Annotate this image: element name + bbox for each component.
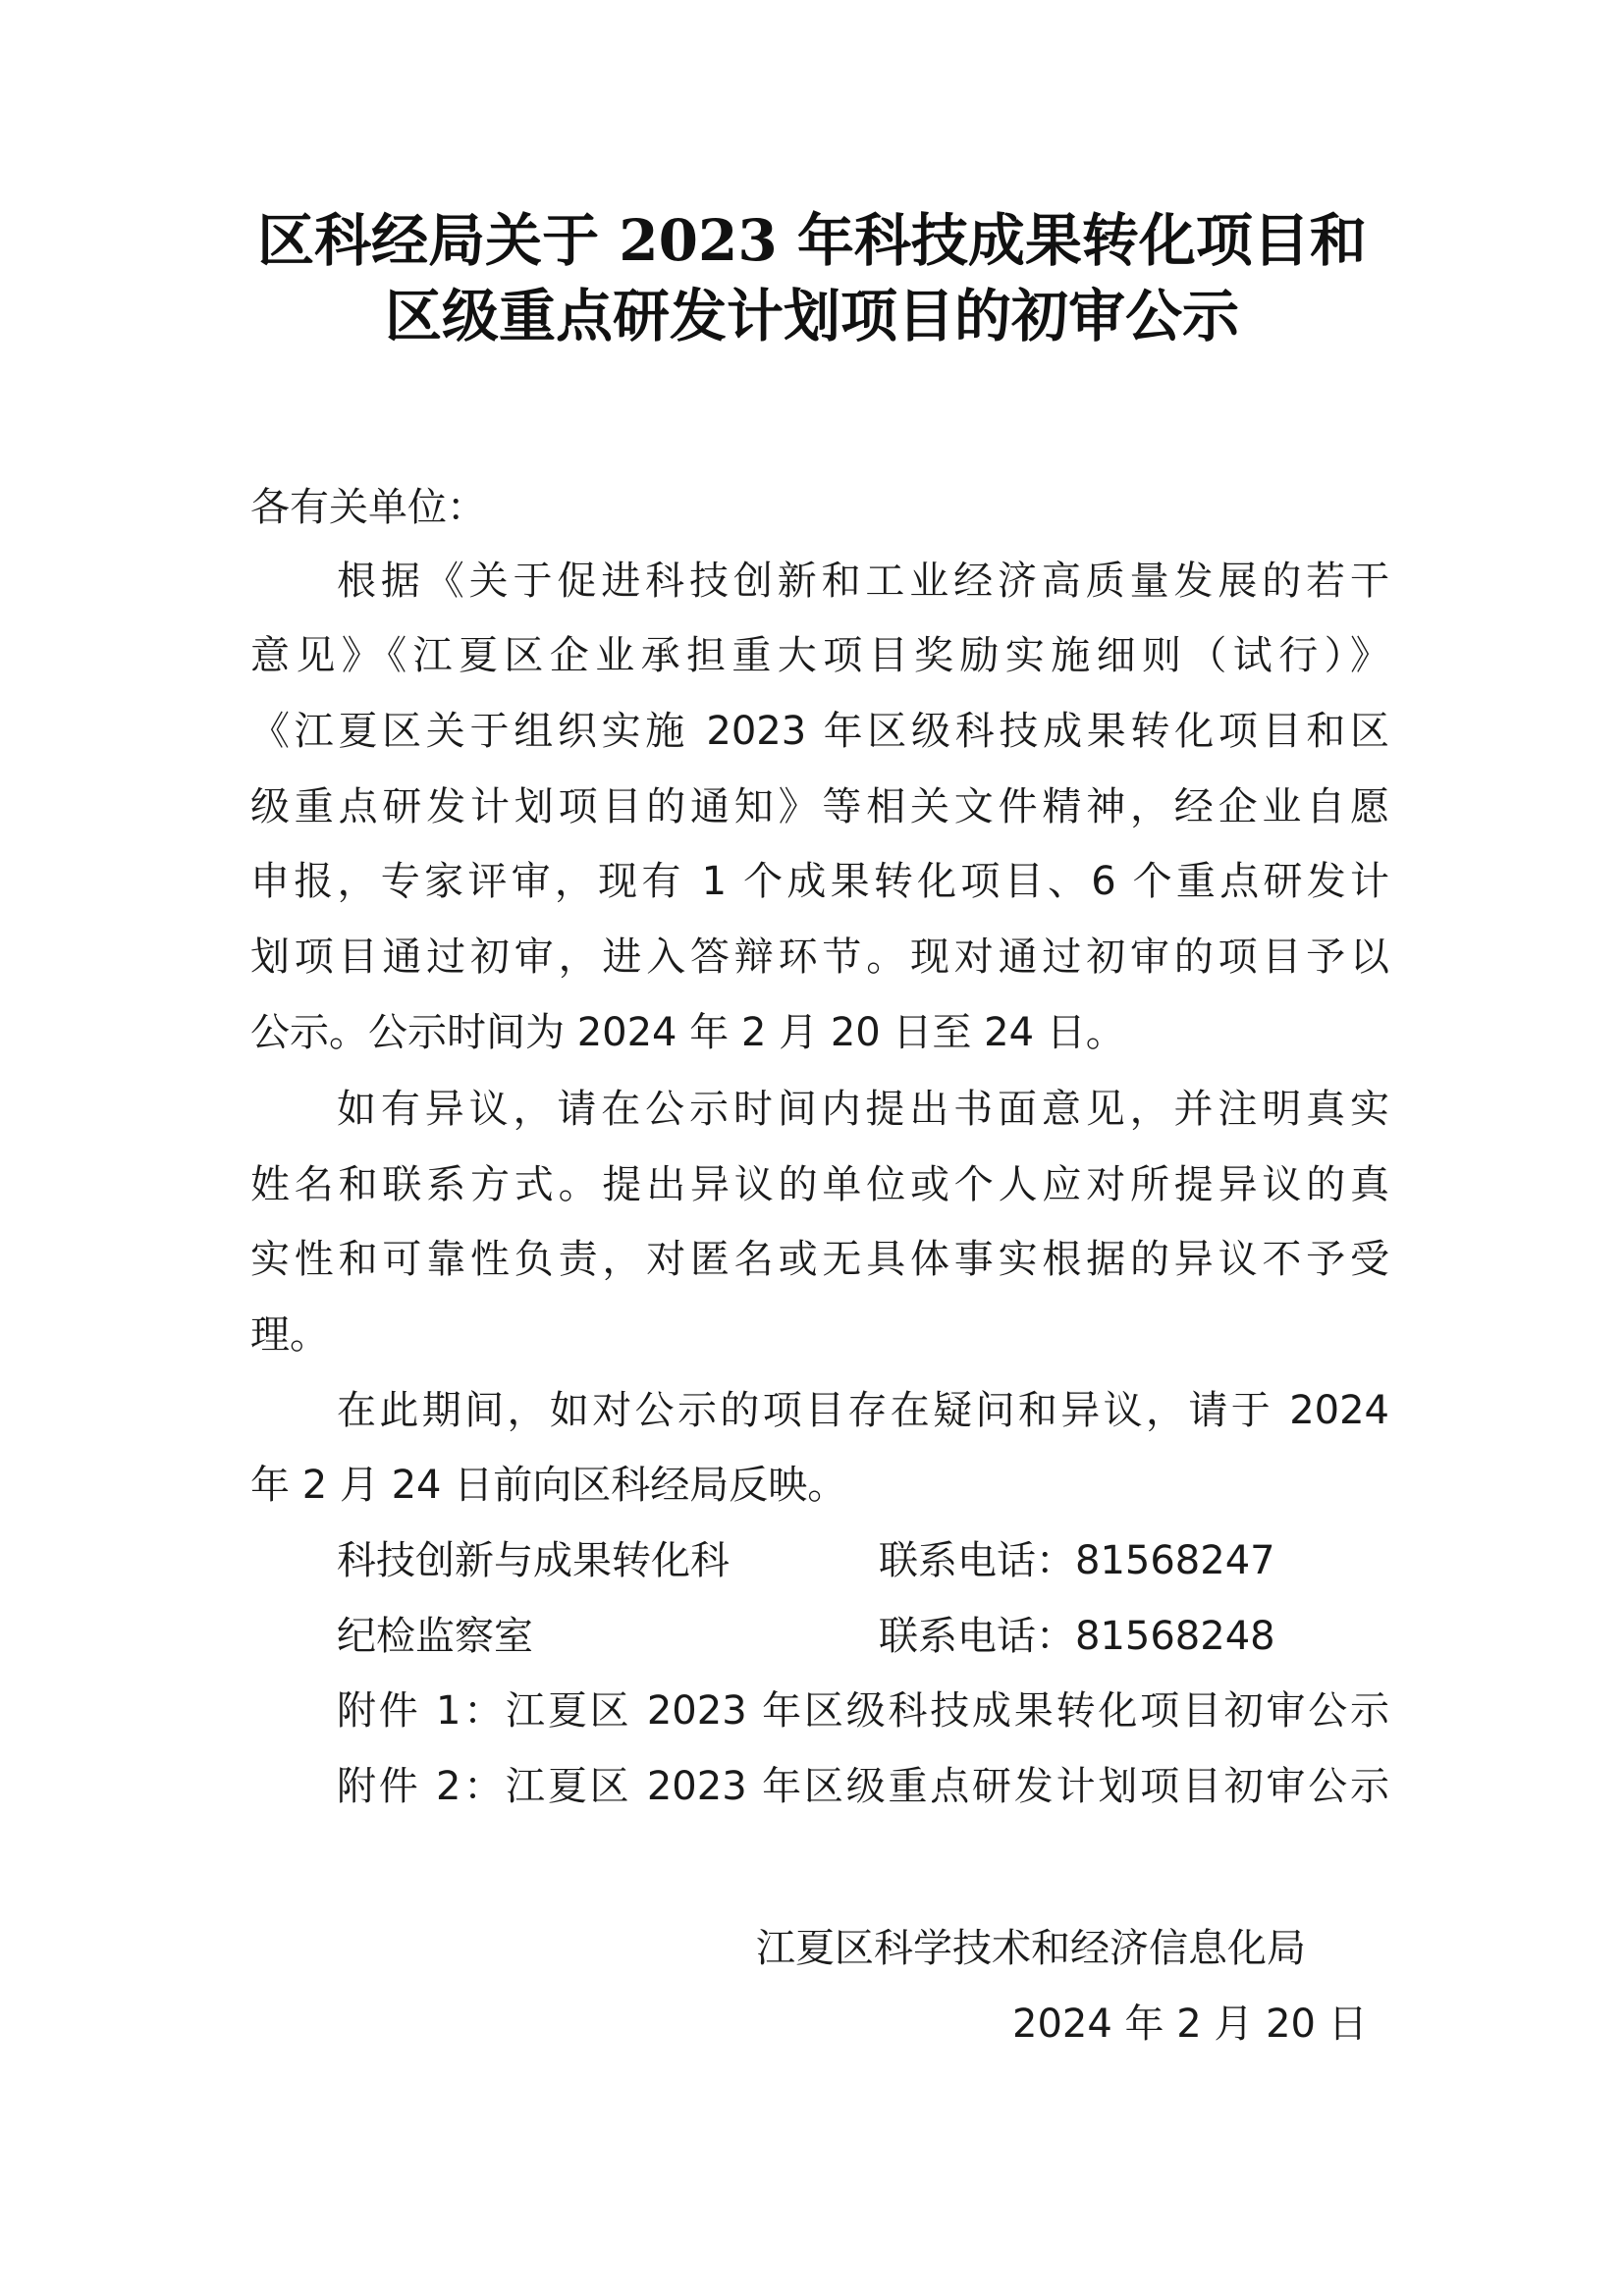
paragraph-1-line-4: 级重点研发计划项目的通知》等相关文件精神，经企业自愿 [250,784,1389,829]
paragraph-1-line-7: 公示。公示时间为 2024 年 2 月 20 日至 24 日。 [250,1010,1125,1055]
paragraph-1-line-1: 根据《关于促进科技创新和工业经济高质量发展的若干 [337,559,1389,604]
paragraph-1-line-2: 意见》《江夏区企业承担重大项目奖励实施细则（试行）》 [250,633,1389,678]
paragraph-2-line-2: 姓名和联系方式。提出异议的单位或个人应对所提异议的真 [250,1162,1389,1207]
document-title-line-2: 区级重点研发计划项目的初审公示 [384,283,1239,349]
attachment-1: 附件 1：江夏区 2023 年区级科技成果转化项目初审公示 [337,1688,1389,1734]
attachment-2: 附件 2：江夏区 2023 年区级重点研发计划项目初审公示 [337,1764,1389,1809]
paragraph-3-line-2: 年 2 月 24 日前向区科经局反映。 [250,1463,847,1508]
contact-phone-2: 联系电话：81568248 [879,1614,1275,1659]
contact-dept-1: 科技创新与成果转化科 [337,1538,730,1583]
contact-dept-2: 纪检监察室 [337,1614,533,1659]
document-title-line-1: 区科经局关于 2023 年科技成果转化项目和 [257,207,1367,274]
contact-phone-1: 联系电话：81568247 [879,1538,1275,1583]
paragraph-2-line-1: 如有异议，请在公示时间内提出书面意见，并注明真实 [337,1087,1389,1132]
paragraph-1-line-6: 划项目通过初审，进入答辩环节。现对通过初审的项目予以 [250,934,1389,980]
signature-date: 2024 年 2 月 20 日 [1012,2002,1368,2047]
paragraph-2-line-3: 实性和可靠性负责，对匿名或无具体事实根据的异议不予受 [250,1237,1389,1282]
paragraph-1-line-5: 申报，专家评审，现有 1 个成果转化项目、6 个重点研发计 [250,859,1389,904]
paragraph-1-line-3: 《江夏区关于组织实施 2023 年区级科技成果转化项目和区 [250,709,1389,754]
signature-org: 江夏区科学技术和经济信息化局 [756,1926,1306,1971]
paragraph-3-line-1: 在此期间，如对公示的项目存在疑问和异议，请于 2024 [337,1388,1389,1433]
paragraph-2-line-4: 理。 [250,1312,329,1358]
salutation: 各有关单位： [250,485,486,530]
